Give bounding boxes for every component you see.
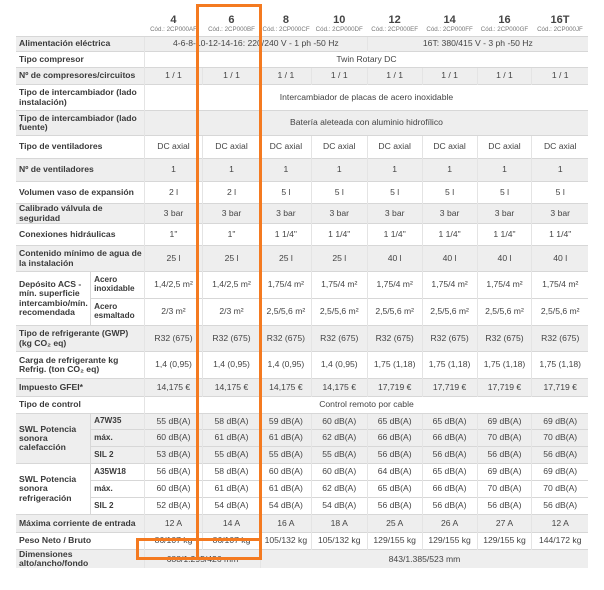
cell: 5 l: [422, 182, 477, 204]
cell: 16 A: [261, 515, 312, 533]
row-n-ventiladores: [16, 159, 588, 182]
row-label: Peso Neto / Bruto: [16, 533, 144, 550]
cell: 3 bar: [144, 204, 202, 224]
row-n-compresores: [16, 68, 588, 85]
cell: 61 dB(A): [202, 430, 260, 447]
cell: 62 dB(A): [311, 481, 367, 498]
model-col-12: 12 Cód.: 2CP000EF: [371, 14, 419, 33]
cell: 1,75/4 m²: [367, 272, 422, 299]
cell: 1: [532, 159, 588, 182]
cell: 1,4 (0,95): [261, 352, 312, 379]
cell: 56 dB(A): [477, 498, 532, 515]
cell: 25 l: [261, 246, 312, 272]
cell: 1,75 (1,18): [367, 352, 422, 379]
cell: 1,4/2,5 m²: [144, 272, 202, 299]
row-tipo-control: [16, 397, 588, 414]
row-label: Tipo de ventiladores: [16, 136, 144, 159]
cell: 17,719 €: [422, 379, 477, 397]
cell: 2,5/5,6 m²: [477, 299, 532, 326]
cell: 1: [144, 159, 202, 182]
cell: 40 l: [532, 246, 588, 272]
cell: 59 dB(A): [261, 414, 312, 430]
cell: R32 (675): [477, 326, 532, 352]
cell: 54 dB(A): [311, 498, 367, 515]
cell: 56 dB(A): [144, 464, 202, 481]
cell: 56 dB(A): [477, 447, 532, 464]
cell: 40 l: [422, 246, 477, 272]
cell: 1 1/4": [311, 224, 367, 246]
cell: 1,75 (1,18): [477, 352, 532, 379]
cell: 1 / 1: [532, 68, 588, 85]
cell: 1 1/4": [261, 224, 312, 246]
row-label: Volumen vaso de expansión: [16, 182, 144, 204]
cell: 1,75/4 m²: [261, 272, 312, 299]
cell: 27 A: [477, 515, 532, 533]
row-alimentacion: [16, 37, 588, 52]
cell: 70 dB(A): [532, 430, 588, 447]
row-label: Nº de compresores/circuitos: [16, 68, 144, 85]
row-conexiones: [16, 224, 588, 246]
cell: 1,4/2,5 m²: [202, 272, 260, 299]
row-peso: [16, 533, 588, 550]
cell: 17,719 €: [532, 379, 588, 397]
cell: 40 l: [367, 246, 422, 272]
row-label: Depósito ACS - mín. superficie intercambio/mín. recomendada: [16, 272, 91, 326]
row-label: Máxima corriente de entrada: [16, 515, 144, 533]
row-carga-refrigerante: [16, 352, 588, 379]
cell: 1: [367, 159, 422, 182]
cell: 5 l: [477, 182, 532, 204]
cell: DC axial: [144, 136, 202, 159]
row-value: 843/1.385/523 mm: [261, 550, 589, 569]
row-value: 4-6-8-10-12-14-16: 220/240 V - 1 ph -50 Hz: [144, 37, 367, 52]
cell: 1 / 1: [202, 68, 260, 85]
cell: 61 dB(A): [261, 430, 312, 447]
row-label: Tipo de control: [16, 397, 144, 414]
cell: 1,75/4 m²: [477, 272, 532, 299]
cell: 5 l: [311, 182, 367, 204]
row-value: Intercambiador de placas de acero inoxidable: [144, 85, 588, 111]
row-value: Batería aleteada con aluminio hidrofílico: [144, 111, 588, 136]
cell: 14,175 €: [144, 379, 202, 397]
cell: 56 dB(A): [422, 447, 477, 464]
cell: 69 dB(A): [532, 464, 588, 481]
cell: 2,5/5,6 m²: [532, 299, 588, 326]
row-intercambiador-instalacion: [16, 85, 588, 111]
cell: 52 dB(A): [144, 498, 202, 515]
cell: 5 l: [261, 182, 312, 204]
cell: DC axial: [422, 136, 477, 159]
row-value: 16T: 380/415 V - 3 ph -50 Hz: [367, 37, 588, 52]
cell: 26 A: [422, 515, 477, 533]
cell: 1 / 1: [261, 68, 312, 85]
cell: 25 l: [311, 246, 367, 272]
cell: 1 1/4": [532, 224, 588, 246]
cell: 54 dB(A): [261, 498, 312, 515]
cell: 144/172 kg: [532, 533, 588, 550]
cell: 69 dB(A): [477, 464, 532, 481]
row-label: Contenido mínimo de agua de la instalación: [16, 246, 144, 272]
cell: 3 bar: [477, 204, 532, 224]
cell: 1,4 (0,95): [144, 352, 202, 379]
cell: 2,5/5,6 m²: [367, 299, 422, 326]
cell: R32 (675): [144, 326, 202, 352]
row-swl-calefaccion-a7w35: [16, 414, 588, 430]
cell: 66 dB(A): [422, 481, 477, 498]
row-impuesto: [16, 379, 588, 397]
row-sublabel: A35W18: [91, 464, 145, 481]
cell: 5 l: [532, 182, 588, 204]
cell: 1,75 (1,18): [532, 352, 588, 379]
model-col-10: 10 Cód.: 2CP000DF: [315, 14, 363, 33]
cell: 129/155 kg: [367, 533, 422, 550]
row-deposito-acs-inox: [16, 272, 588, 299]
cell: 105/132 kg: [261, 533, 312, 550]
cell: 56 dB(A): [532, 498, 588, 515]
cell: 86/107 kg: [202, 533, 260, 550]
cell: 1": [144, 224, 202, 246]
cell: DC axial: [532, 136, 588, 159]
cell: 69 dB(A): [477, 414, 532, 430]
cell: 1 / 1: [144, 68, 202, 85]
row-label: Alimentación eléctrica: [16, 37, 144, 52]
row-sublabel: máx.: [91, 481, 145, 498]
cell: 2 l: [144, 182, 202, 204]
cell: DC axial: [477, 136, 532, 159]
cell: 60 dB(A): [144, 430, 202, 447]
cell: 61 dB(A): [202, 481, 260, 498]
cell: 1 1/4": [422, 224, 477, 246]
cell: R32 (675): [202, 326, 260, 352]
row-swl-refrigeracion-max: [16, 481, 588, 498]
row-label: Dimensiones alto/ancho/fondo: [16, 550, 144, 569]
cell: R32 (675): [311, 326, 367, 352]
cell: 3 bar: [261, 204, 312, 224]
row-label: Tipo de intercambiador (lado fuente): [16, 111, 144, 136]
row-tipo-ventiladores: [16, 136, 588, 159]
cell: 70 dB(A): [477, 430, 532, 447]
cell: 12 A: [532, 515, 588, 533]
cell: 1 / 1: [367, 68, 422, 85]
cell: 1 / 1: [311, 68, 367, 85]
cell: 70 dB(A): [477, 481, 532, 498]
row-value: 688/1.295/426 mm: [144, 550, 260, 569]
cell: 2 l: [202, 182, 260, 204]
cell: 1,75/4 m²: [532, 272, 588, 299]
row-deposito-acs-esmaltado: [16, 299, 588, 326]
cell: 58 dB(A): [202, 464, 260, 481]
specs-table: [16, 4, 588, 568]
cell: 1,75 (1,18): [422, 352, 477, 379]
cell: 3 bar: [367, 204, 422, 224]
cell: 1: [311, 159, 367, 182]
row-vaso-expansion: [16, 182, 588, 204]
cell: 14,175 €: [202, 379, 260, 397]
cell: 55 dB(A): [202, 447, 260, 464]
cell: 40 l: [477, 246, 532, 272]
cell: DC axial: [311, 136, 367, 159]
cell: 61 dB(A): [261, 481, 312, 498]
cell: 54 dB(A): [202, 498, 260, 515]
row-value: Control remoto por cable: [144, 397, 588, 414]
cell: 1": [202, 224, 260, 246]
cell: 1: [202, 159, 260, 182]
cell: 60 dB(A): [311, 414, 367, 430]
cell: 25 A: [367, 515, 422, 533]
row-label: Impuesto GFEI*: [16, 379, 144, 397]
row-sublabel: máx.: [91, 430, 145, 447]
cell: 14 A: [202, 515, 260, 533]
cell: 60 dB(A): [311, 464, 367, 481]
row-sublabel: Acero esmaltado: [91, 299, 145, 326]
cell: 56 dB(A): [367, 447, 422, 464]
cell: 3 bar: [532, 204, 588, 224]
row-sublabel: Acero inoxidable: [91, 272, 145, 299]
cell: 17,719 €: [477, 379, 532, 397]
cell: 55 dB(A): [261, 447, 312, 464]
row-sublabel: SIL 2: [91, 498, 145, 515]
cell: 1 / 1: [477, 68, 532, 85]
cell: DC axial: [202, 136, 260, 159]
cell: R32 (675): [422, 326, 477, 352]
cell: 65 dB(A): [367, 481, 422, 498]
cell: 60 dB(A): [261, 464, 312, 481]
model-header-row: [16, 4, 588, 37]
cell: 14,175 €: [311, 379, 367, 397]
model-col-14: 14 Cód.: 2CP000FF: [426, 14, 473, 33]
row-label: Tipo de refrigerante (GWP) (kg CO₂ eq): [16, 326, 144, 352]
cell: 62 dB(A): [311, 430, 367, 447]
cell: 3 bar: [422, 204, 477, 224]
cell: R32 (675): [261, 326, 312, 352]
cell: 3 bar: [202, 204, 260, 224]
cell: 1,4 (0,95): [311, 352, 367, 379]
cell: 70 dB(A): [532, 481, 588, 498]
model-col-8: 8 Cód.: 2CP000CF: [262, 14, 310, 33]
cell: 60 dB(A): [144, 481, 202, 498]
cell: 105/132 kg: [311, 533, 367, 550]
cell: 1 1/4": [367, 224, 422, 246]
cell: 2,5/5,6 m²: [311, 299, 367, 326]
row-label: Tipo compresor: [16, 52, 144, 68]
cell: 12 A: [144, 515, 202, 533]
cell: 25 l: [144, 246, 202, 272]
row-swl-calefaccion-max: [16, 430, 588, 447]
cell: 1 / 1: [422, 68, 477, 85]
cell: 69 dB(A): [532, 414, 588, 430]
cell: 1,75/4 m²: [422, 272, 477, 299]
cell: 65 dB(A): [367, 414, 422, 430]
cell: 66 dB(A): [422, 430, 477, 447]
row-swl-calefaccion-sil2: [16, 447, 588, 464]
row-corriente-maxima: [16, 515, 588, 533]
cell: 1: [477, 159, 532, 182]
row-label: Tipo de intercambiador (lado instalación): [16, 85, 144, 111]
cell: 2,5/5,6 m²: [422, 299, 477, 326]
cell: 129/155 kg: [477, 533, 532, 550]
cell: 25 l: [202, 246, 260, 272]
row-refrigerante: [16, 326, 588, 352]
row-valvula-seguridad: [16, 204, 588, 224]
row-sublabel: A7W35: [91, 414, 145, 430]
cell: 56 dB(A): [532, 447, 588, 464]
cell: R32 (675): [532, 326, 588, 352]
cell: 55 dB(A): [311, 447, 367, 464]
cell: 56 dB(A): [367, 498, 422, 515]
cell: DC axial: [261, 136, 312, 159]
cell: 1,4 (0,95): [202, 352, 260, 379]
cell: 2,5/5,6 m²: [261, 299, 312, 326]
cell: 2/3 m²: [144, 299, 202, 326]
cell: 86/107 kg: [144, 533, 202, 550]
model-col-16: 16 Cód.: 2CP000GF: [480, 14, 529, 33]
row-contenido-agua: [16, 246, 588, 272]
cell: 64 dB(A): [367, 464, 422, 481]
cell: 65 dB(A): [422, 464, 477, 481]
row-label: Conexiones hidráulicas: [16, 224, 144, 246]
model-col-6: 6 Cód.: 2CP000BF: [208, 14, 255, 33]
row-swl-refrigeracion-a35w18: [16, 464, 588, 481]
row-label: SWL Potencia sonora refrigeración: [16, 464, 91, 515]
cell: 53 dB(A): [144, 447, 202, 464]
cell: 66 dB(A): [367, 430, 422, 447]
cell: 14,175 €: [261, 379, 312, 397]
cell: 1: [261, 159, 312, 182]
row-label: Nº de ventiladores: [16, 159, 144, 182]
cell: 1,75/4 m²: [311, 272, 367, 299]
cell: 55 dB(A): [144, 414, 202, 430]
cell: 56 dB(A): [422, 498, 477, 515]
row-sublabel: SIL 2: [91, 447, 145, 464]
cell: DC axial: [367, 136, 422, 159]
row-label: Calibrado válvula de seguridad: [16, 204, 144, 224]
cell: 129/155 kg: [422, 533, 477, 550]
row-label: Carga de refrigerante kg Refrig. (ton CO₂ eq): [16, 352, 144, 379]
row-intercambiador-fuente: [16, 111, 588, 136]
cell: 5 l: [367, 182, 422, 204]
cell: 3 bar: [311, 204, 367, 224]
row-value: Twin Rotary DC: [144, 52, 588, 68]
row-label: SWL Potencia sonora calefacción: [16, 414, 91, 464]
model-col-16t: 16T Cód.: 2CP000JF: [537, 14, 583, 33]
model-col-4: 4 Cód.: 2CP000AF: [150, 14, 197, 33]
cell: 2/3 m²: [202, 299, 260, 326]
cell: 65 dB(A): [422, 414, 477, 430]
row-dimensiones: [16, 550, 588, 569]
row-swl-refrigeracion-sil2: [16, 498, 588, 515]
cell: 58 dB(A): [202, 414, 260, 430]
cell: 18 A: [311, 515, 367, 533]
cell: 1 1/4": [477, 224, 532, 246]
cell: 1: [422, 159, 477, 182]
header-blank: [16, 4, 144, 37]
row-compresor: [16, 52, 588, 68]
cell: 17,719 €: [367, 379, 422, 397]
cell: R32 (675): [367, 326, 422, 352]
